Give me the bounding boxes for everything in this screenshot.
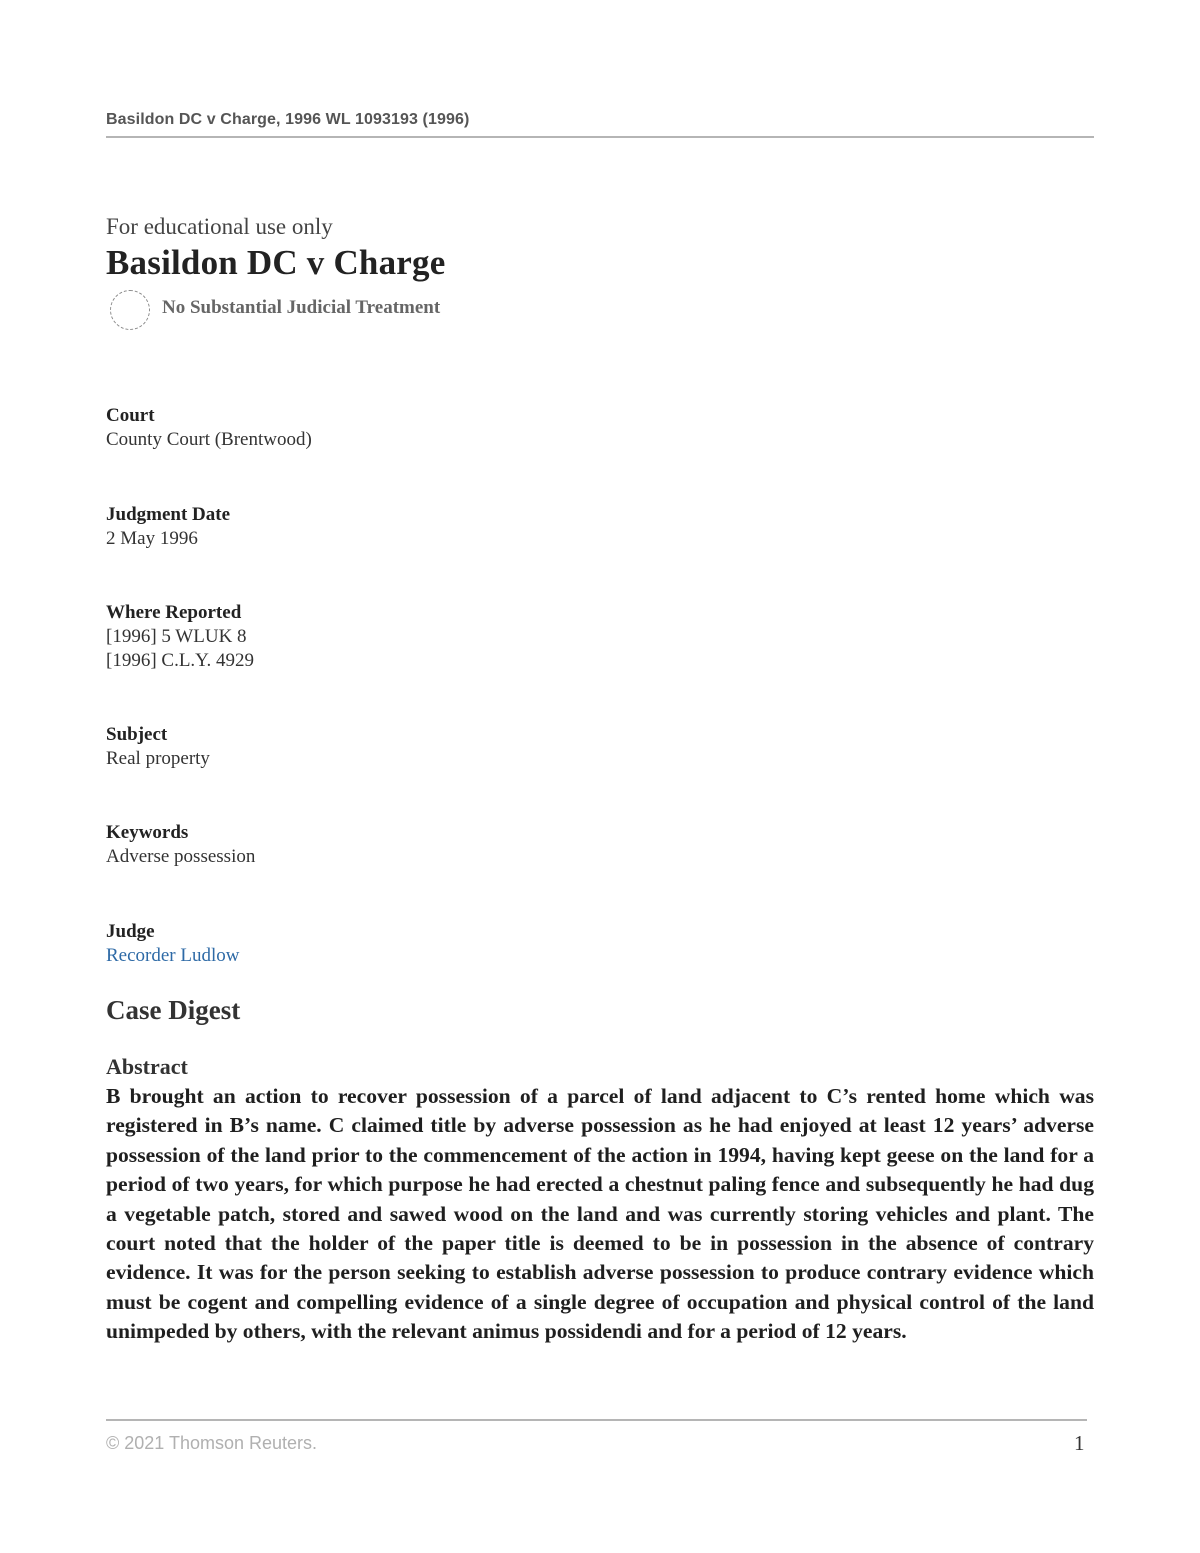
case-title: Basildon DC v Charge bbox=[106, 243, 446, 282]
footer-divider bbox=[106, 1419, 1087, 1421]
treatment-label: No Substantial Judicial Treatment bbox=[162, 297, 441, 318]
subject-label: Subject bbox=[106, 724, 168, 745]
keywords-value: Adverse possession bbox=[106, 846, 256, 867]
header-divider bbox=[106, 136, 1094, 138]
keywords-field bbox=[106, 821, 255, 869]
page-number: 1 bbox=[1074, 1431, 1085, 1455]
copyright-notice: © 2021 Thomson Reuters. bbox=[106, 1433, 318, 1453]
judge-link[interactable]: Recorder Ludlow bbox=[106, 945, 240, 966]
court-label: Court bbox=[106, 405, 155, 426]
abstract-text: B brought an action to recover possession of a parcel of land adjacent to C’s rented home which was registered in B’s name. C claimed title by adverse possession as he had enjoyed at least 12 years’ adverse possession of the land prior to the commencement of the action in 1994, having kept geese on the land for a period of two years, for which purpose he had erected a chestnut paling fence and subsequently he had dug a vegetable patch, stored and sawed wood on the land and was currently storing vehicles and plant. The court noted that the holder of the paper title is deemed to be in possession in the absence of contrary evidence. It was for the person seeking to establish adverse possession to produce contrary evidence which must be cogent and compelling evidence of a single degree of occupation and physical control of the land unimpeded by others, with the relevant animus possidendi and for a period of 12 years. bbox=[106, 1084, 1094, 1344]
subject-value: Real property bbox=[106, 748, 210, 769]
court-field bbox=[106, 404, 312, 452]
judgment-date-label: Judgment Date bbox=[106, 504, 231, 525]
where-reported-field bbox=[106, 601, 254, 673]
court-value: County Court (Brentwood) bbox=[106, 429, 312, 450]
judgment-date-field bbox=[106, 503, 230, 551]
subject-field bbox=[106, 723, 210, 771]
judge-field bbox=[106, 920, 239, 968]
dashed-circle-icon bbox=[110, 290, 150, 330]
report-citation: [1996] 5 WLUK 8 bbox=[106, 626, 247, 647]
abstract-heading: Abstract bbox=[106, 1054, 188, 1079]
running-header: Basildon DC v Charge, 1996 WL 1093193 (1996) bbox=[106, 111, 470, 128]
judge-label: Judge bbox=[106, 921, 155, 942]
where-reported-label: Where Reported bbox=[106, 602, 242, 623]
report-citation: [1996] C.L.Y. 4929 bbox=[106, 650, 254, 671]
case-digest-heading: Case Digest bbox=[106, 995, 241, 1025]
keywords-label: Keywords bbox=[106, 822, 189, 843]
educational-use-note: For educational use only bbox=[106, 214, 333, 239]
treatment-status[interactable] bbox=[110, 288, 440, 332]
judgment-date-value: 2 May 1996 bbox=[106, 528, 198, 549]
